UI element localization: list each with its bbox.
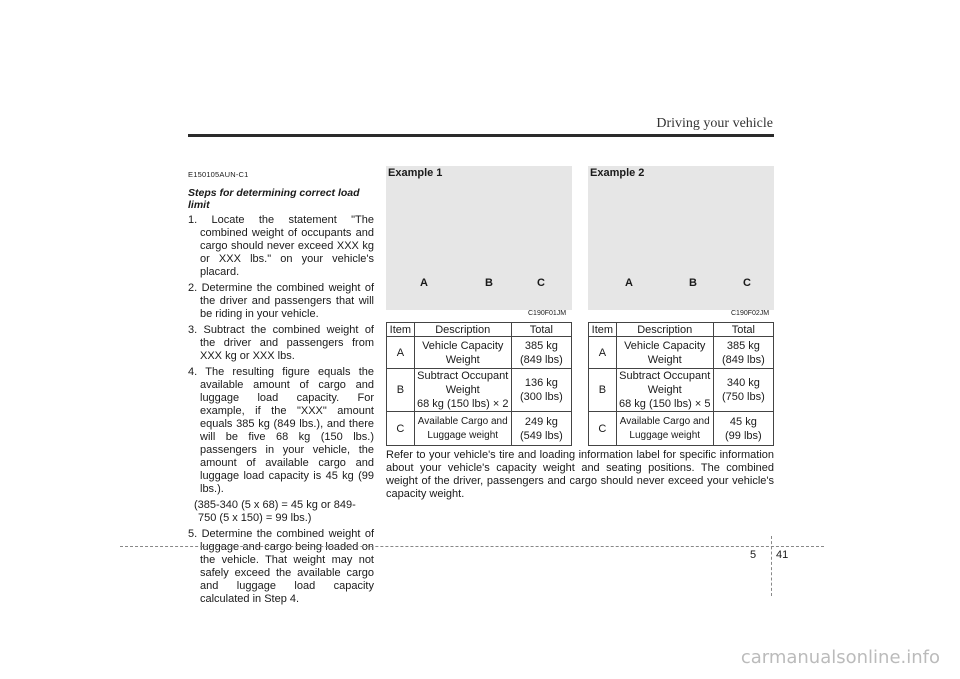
- section-code: E150105AUN-C1: [188, 170, 249, 179]
- row-total: 340 kg (750 lbs): [713, 369, 773, 412]
- example-2-label-b: B: [689, 277, 697, 289]
- table-row: [387, 412, 572, 446]
- page-number-separator: [771, 536, 772, 596]
- section-title: Steps for determining correct load limit: [188, 187, 360, 211]
- step-4-calculation: (385-340 (5 x 68) = 45 kg or 849-750 (5 x 150) = 99 lbs.): [194, 499, 356, 524]
- example-1-label-c: C: [537, 277, 545, 289]
- row-item: A: [387, 337, 415, 369]
- row-description: Subtract Occupant Weight 68 kg (150 lbs) × 2: [414, 369, 511, 412]
- row-total: 385 kg (849 lbs): [713, 337, 773, 369]
- header-item: Item: [387, 323, 415, 337]
- refer-paragraph: Refer to your vehicle's tire and loading information label for specific information about your vehicle's capacity weight and seating positions. The combined weight of the driver, passengers and cargo should never exceed your vehicle's capacity weight.: [386, 449, 774, 500]
- step-4: 4. The resulting figure equals the available amount of cargo and luggage load capacity. For example, if the "XXX" amount equals 385 kg (849 lbs.), and there will be five 68 kg (150 lbs.) passengers in your vehicle, the amount of available cargo and luggage load capacity is 45 kg (99 lbs.).: [188, 366, 374, 495]
- row-description: Vehicle Capacity Weight: [414, 337, 511, 369]
- header-item: Item: [589, 323, 617, 337]
- example-1-figure-code: C190F01JM: [528, 310, 567, 317]
- table-row: [589, 369, 774, 412]
- header-description: Description: [616, 323, 713, 337]
- row-description: Subtract Occupant Weight 68 kg (150 lbs) × 5: [616, 369, 713, 412]
- section-header-title: Driving your vehicle: [656, 116, 773, 131]
- example-1-illustration: [386, 166, 572, 310]
- row-item: B: [589, 369, 617, 412]
- row-total: 45 kg (99 lbs): [713, 412, 773, 446]
- header-total: Total: [713, 323, 773, 337]
- table-header-row: [589, 323, 774, 337]
- example-1-label-b: B: [485, 277, 493, 289]
- page-number: 41: [776, 549, 789, 561]
- table-row: [387, 369, 572, 412]
- example-1-label-a: A: [420, 277, 428, 289]
- example-2-label-a: A: [625, 277, 633, 289]
- example-1-table: [386, 322, 572, 446]
- step-5: 5. Determine the combined weight of luggage and cargo being loaded on the vehicle. That weight may not safely exceed the available cargo and luggage load capacity calculated in Step 4.: [188, 528, 374, 605]
- watermark: carmanualsonline.info: [740, 647, 940, 668]
- row-item: C: [589, 412, 617, 446]
- header-total: Total: [511, 323, 571, 337]
- header-description: Description: [414, 323, 511, 337]
- row-description: Vehicle Capacity Weight: [616, 337, 713, 369]
- row-item: C: [387, 412, 415, 446]
- table-row: [589, 337, 774, 369]
- row-item: A: [589, 337, 617, 369]
- chapter-number: 5: [750, 549, 757, 561]
- step-3: 3. Subtract the combined weight of the driver and passengers from XXX kg or XXX lbs.: [188, 324, 374, 362]
- example-2-label-c: C: [743, 277, 751, 289]
- example-2-figure-code: C190F02JM: [731, 310, 770, 317]
- table-row: [387, 337, 572, 369]
- row-description: Available Cargo and Luggage weight: [414, 412, 511, 446]
- example-2-title: Example 2: [590, 167, 645, 179]
- example-1-title: Example 1: [388, 167, 443, 179]
- row-total: 249 kg (549 lbs): [511, 412, 571, 446]
- row-total: 136 kg (300 lbs): [511, 369, 571, 412]
- instructions-column: [188, 168, 374, 609]
- example-2-table: [588, 322, 774, 446]
- step-2: 2. Determine the combined weight of the driver and passengers that will be riding in your vehicle.: [188, 282, 374, 320]
- row-total: 385 kg (849 lbs): [511, 337, 571, 369]
- table-header-row: [387, 323, 572, 337]
- footer-rule: [120, 546, 824, 547]
- row-description: Available Cargo and Luggage weight: [616, 412, 713, 446]
- header-rule: [188, 134, 774, 137]
- example-2-illustration: [588, 166, 774, 310]
- table-row: [589, 412, 774, 446]
- row-item: B: [387, 369, 415, 412]
- step-1: 1. Locate the statement "The combined weight of occupants and cargo should never exceed XXX kg or XXX lbs." on your vehicle's placard.: [188, 214, 374, 278]
